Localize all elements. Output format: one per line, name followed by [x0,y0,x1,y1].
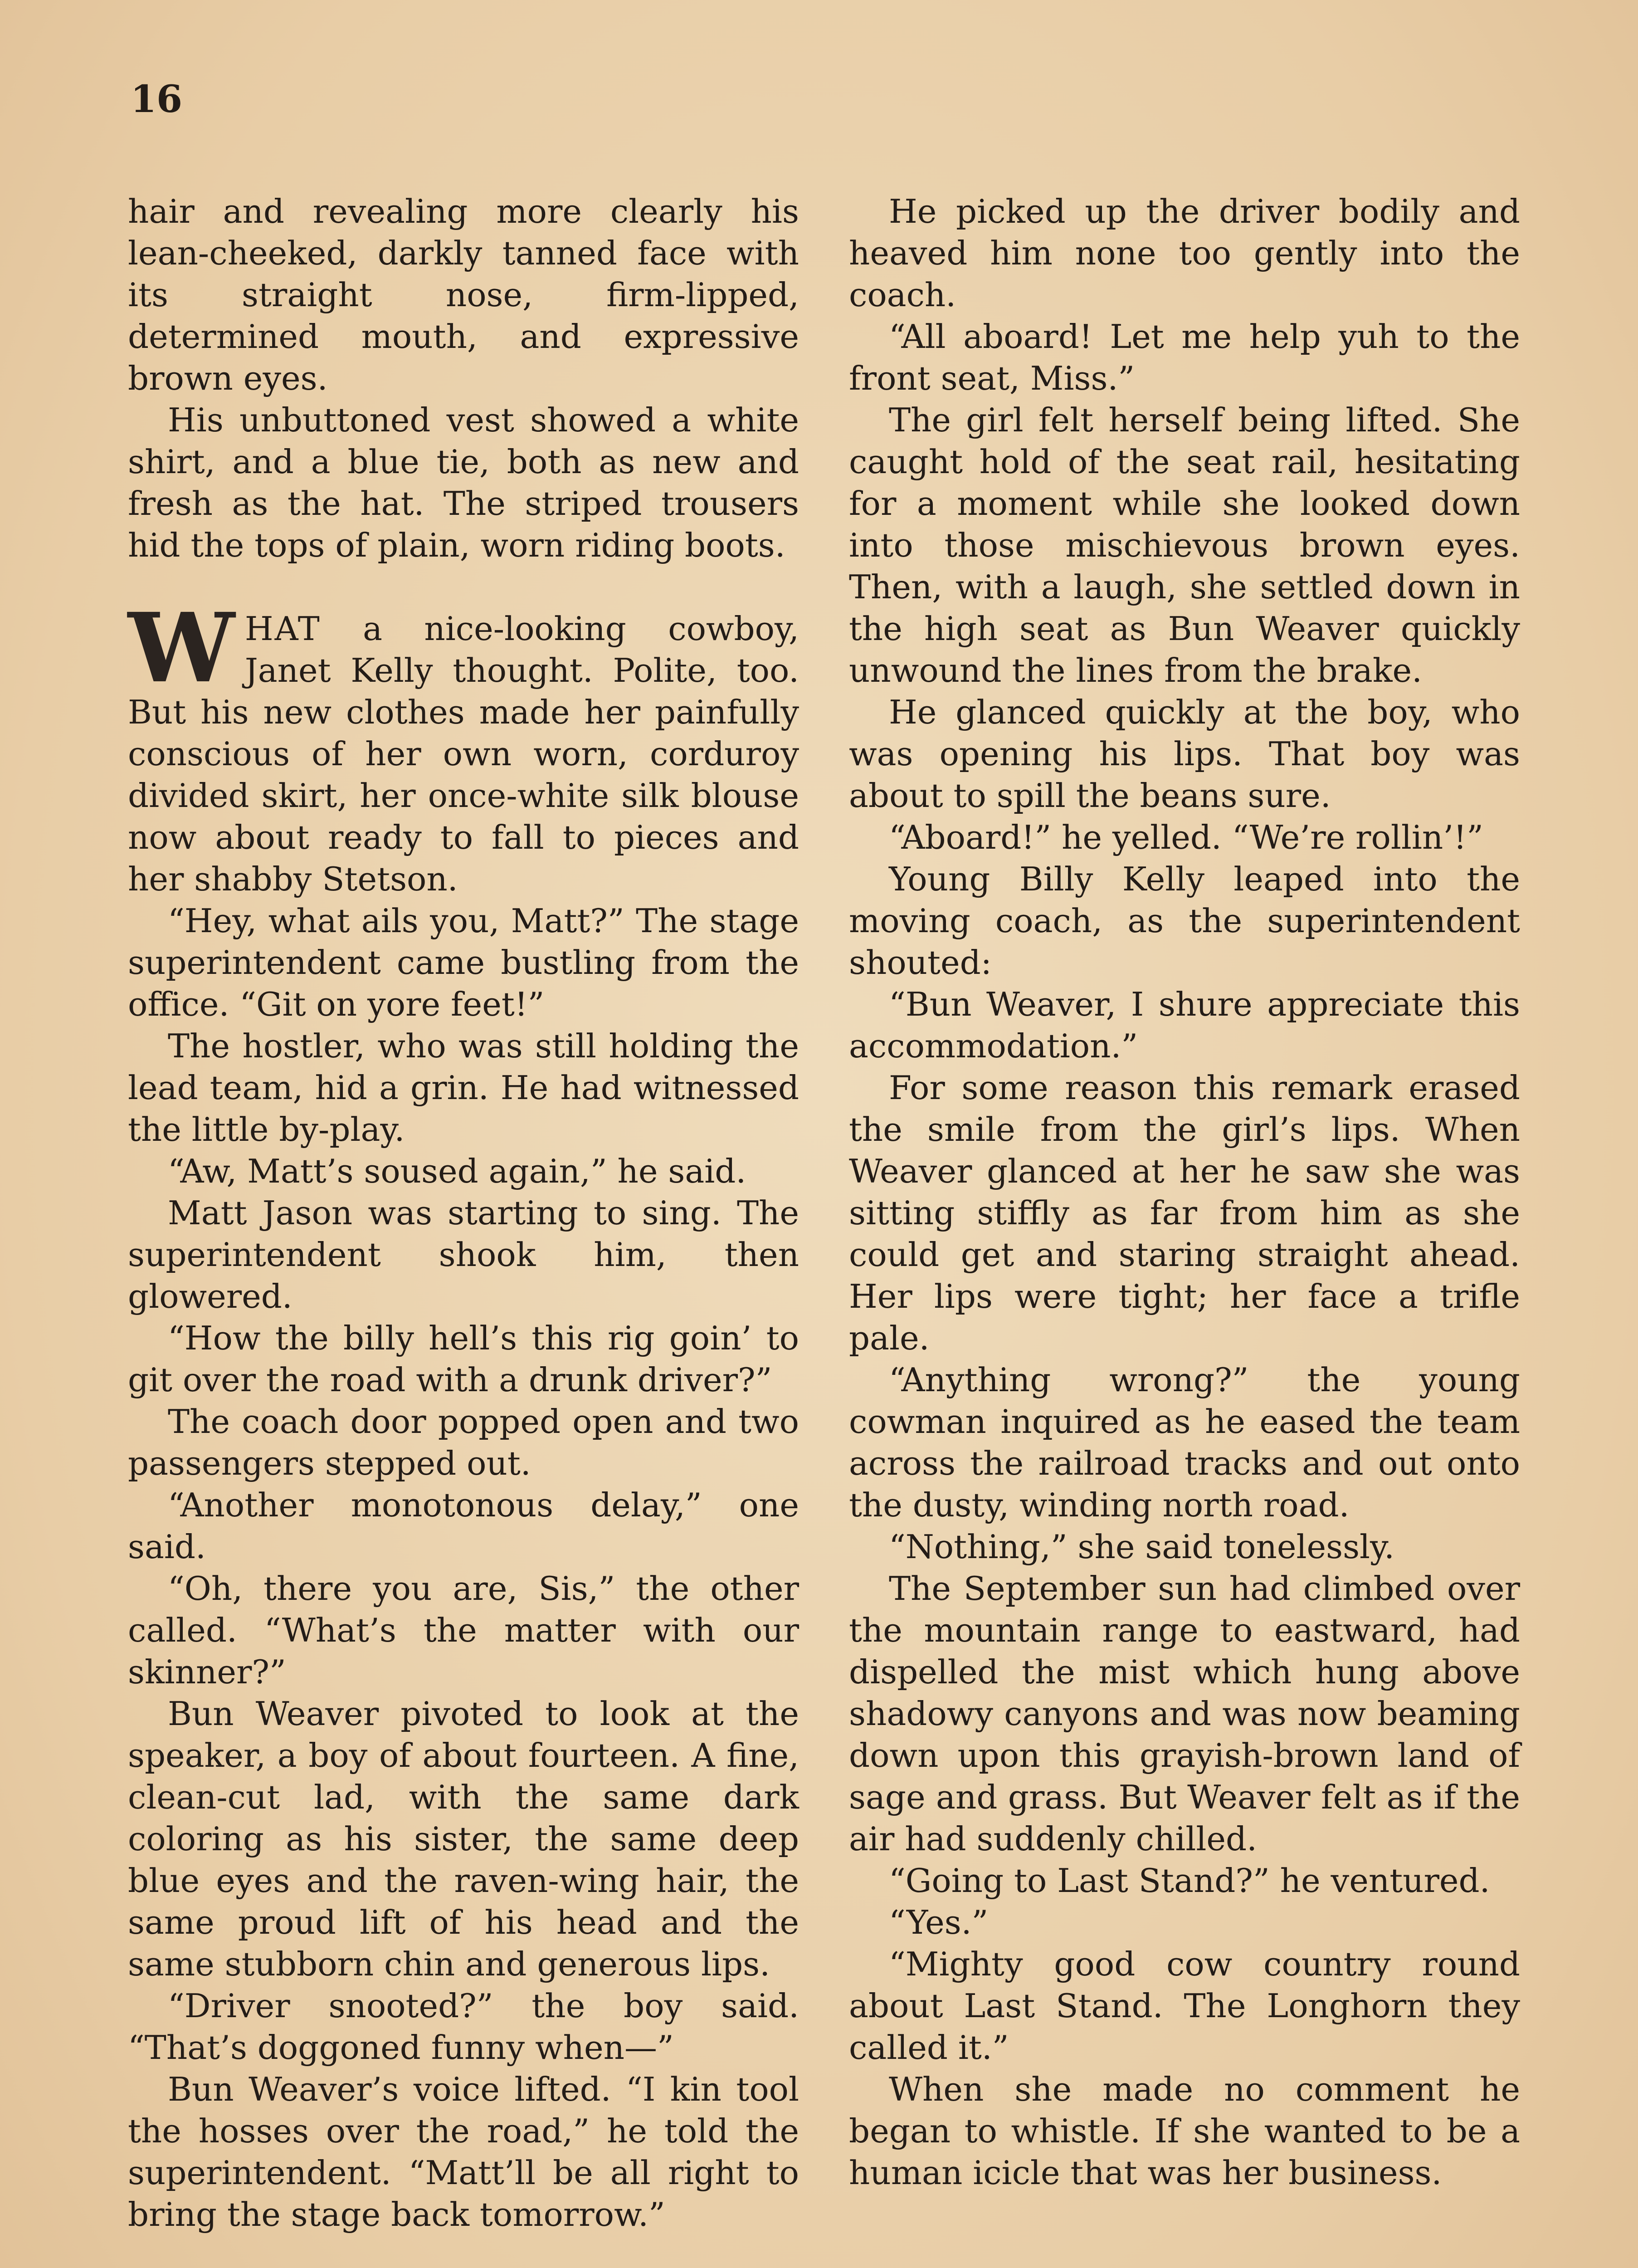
paragraph: The girl felt herself being lifted. She caught hold of the seat rail, hesitating for a moment while she looked down into those mischievous brown eyes. Then, with a laugh, she settled down in the high seat as Bun Weaver quickly unwound the lines from the brake. [849,401,1520,689]
paragraph: “Yes.” [889,1903,989,1941]
paragraph: The September sun had climbed over the mountain range to eastward, had dispelled the mist which hung above shadowy canyons and was now beaming down upon this grayish-brown land of sage and grass. But Weaver felt as if the air had suddenly chilled. [849,1569,1520,1858]
paragraph: “Another monotonous delay,” one said. [128,1486,799,1566]
paragraph: His unbuttoned vest showed a white shirt, and a blue tie, both as new and fresh as the hat. The striped trousers hid the tops of plain, worn riding boots. [128,401,799,564]
right-column [849,191,1520,2194]
paragraph: When she made no comment he began to whistle. If she wanted to be a human icicle that was her business. [849,2070,1520,2192]
paragraph: “Hey, what ails you, Matt?” The stage superintendent came bustling from the office. “Git on yore feet!” [128,902,799,1023]
paragraph: “All aboard! Let me help yuh to the front seat, Miss.” [849,318,1520,397]
paragraph: Matt Jason was starting to sing. The superintendent shook him, then glowered. [128,1194,799,1315]
paragraph: For some reason this remark erased the smile from the girl’s lips. When Weaver glanced at her he saw she was sitting stiffly as far from him as she could get and staring straight ahead. Her lips were tight; her face a trifle pale. [849,1069,1520,1357]
paragraph: “Aw, Matt’s soused again,” he said. [168,1152,746,1190]
paragraph: The hostler, who was still holding the lead team, hid a grin. He had witnessed the little by-play. [128,1027,799,1149]
drop-cap: W [128,592,235,704]
paragraph: “Going to Last Stand?” he ventured. [889,1862,1490,1900]
paragraph: “Anything wrong?” the young cowman inquired as he eased the team across the railroad tracks and out onto the dusty, winding north road. [849,1361,1520,1524]
paragraph: “Mighty good cow country round about Last Stand. The Longhorn they called it.” [849,1945,1520,2067]
paragraph: “Aboard!” he yelled. “We’re rollin’!” [889,818,1483,856]
paragraph: “Driver snooted?” the boy said. “That’s doggoned funny when—” [128,1987,799,2067]
paragraph: “Nothing,” she said tonelessly. [889,1528,1395,1566]
section-start-paragraph [128,592,799,900]
paragraph: Bun Weaver’s voice lifted. “I kin tool the hosses over the road,” he told the superintendent. “Matt’ll be all right to bring the stage back tomorrow.” [128,2070,799,2234]
paragraph-text: a nice-looking cowboy, Janet Kelly thought. Polite, too. But his new clothes made her painfully conscious of her own worn, corduroy divided skirt, her once-white silk blouse now about ready to fall to pieces and her shabby Stetson. [128,610,799,898]
paragraph: “Oh, there you are, Sis,” the other called. “What’s the matter with our skinner?” [128,1569,799,1691]
paragraph: “How the billy hell’s this rig goin’ to git over the road with a drunk driver?” [128,1319,799,1399]
paragraph: He glanced quickly at the boy, who was opening his lips. That boy was about to spill the beans sure. [849,693,1520,815]
paragraph: He picked up the driver bodily and heaved him none too gently into the coach. [849,192,1520,314]
paragraph: hair and revealing more clearly his lean-cheeked, darkly tanned face with its straight nose, firm-lipped, determined mouth, and expressive brown eyes. [128,192,799,397]
small-caps-text: HAT [244,610,321,648]
paragraph: “Bun Weaver, I shure appreciate this accommodation.” [849,985,1520,1065]
page-number: 16 [131,78,183,121]
paragraph: Bun Weaver pivoted to look at the speaker, a boy of about fourteen. A fine, clean-cut lad, with the same dark coloring as his sister, the same deep blue eyes and the raven-wing hair, the same proud lift of his head and the same stubborn chin and generous lips. [128,1695,799,1983]
paragraph: The coach door popped open and two passengers stepped out. [128,1403,799,1482]
paragraph: Young Billy Kelly leaped into the moving coach, as the superintendent shouted: [849,860,1520,982]
left-column [128,191,799,2235]
